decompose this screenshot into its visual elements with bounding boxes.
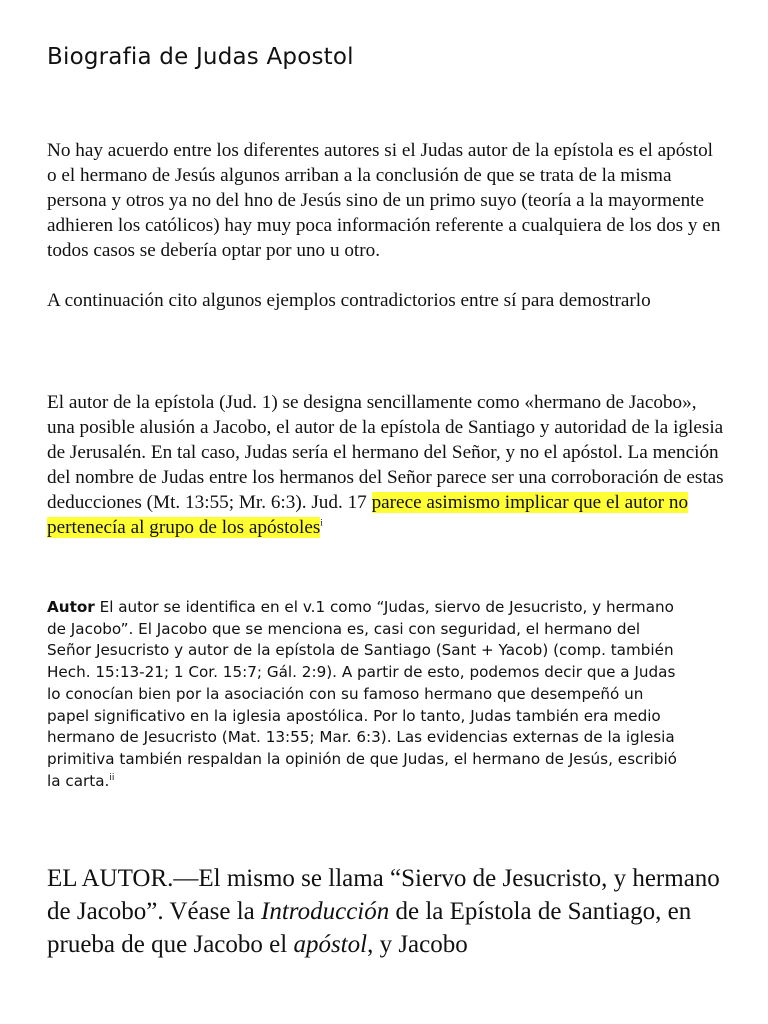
- footnote-ref-ii: ii: [109, 772, 115, 783]
- quote-3-italic-apostol: apóstol: [293, 931, 368, 958]
- quote-3-part3: , y Jacobo: [367, 931, 468, 958]
- quote-3-part1: EL AUTOR.—El mismo se llama “Siervo de Jesucristo, y hermano de Jacobo”. Véase la: [47, 865, 720, 925]
- quote-2-text: El autor se identifica en el v.1 como “Judas, siervo de Jesucristo, y hermano de Jacobo”. El Jacobo que se menciona es, casi con seguridad, el hermano del Señor Jesucristo y autor de la epístola de Santiago (Sant + Yacob) (comp. también Hech. 15:13-21; 1 Cor. 15:7; Gál. 2:9). A partir de esto, podemos decir que a Judas lo conocían bien por la asociación con su famoso hermano que desempeñó un papel significativo en la iglesia apostólica. Por lo tanto, Judas también era medio hermano de Jesucristo (Mat. 13:55; Mar. 6:3). Las evidencias externas de la iglesia primitiva también respaldan la opinión de que Judas, el hermano de Jesús, escribió la carta.: [47, 598, 677, 790]
- quote-paragraph-2: [47, 597, 687, 792]
- highlighted-text: parece asimismo implicar que el autor no pertenecía al grupo de los apóstoles: [47, 492, 689, 538]
- quote-paragraph-3: [47, 862, 737, 961]
- intro-paragraph: No hay acuerdo entre los diferentes autores si el Judas autor de la epístola es el apóstol o el hermano de Jesús algunos arriban a la conclusión de que se trata de la misma persona y otros ya no del hno de Jesús sino de un primo suyo (teoría a la mayormente adhieren los católicos) hay muy poca información referente a cualquiera de los dos y en todos casos se debería optar por uno u otro.: [47, 140, 721, 261]
- footnote-ref-i: i: [320, 517, 323, 528]
- quote-paragraph-1: [47, 390, 727, 540]
- intro-continuation: A continuación cito algunos ejemplos contradictorios entre sí para demostrarlo: [47, 290, 651, 311]
- quote-3-italic-introduccion: Introducción: [261, 898, 390, 925]
- document-title: Biografia de Judas Apostol: [47, 44, 354, 70]
- author-label: Autor: [47, 598, 95, 616]
- quote-3-part2: de la Epístola de Santiago, en prueba de que Jacobo el: [47, 898, 692, 958]
- quote-1-text: El autor de la epístola (Jud. 1) se designa sencillamente como «hermano de Jacobo», una posible alusión a Jacobo, el autor de la epístola de Santiago y autoridad de la iglesia de Jerusalén. En tal caso, Judas sería el hermano del Señor, y no el apóstol. La mención del nombre de Judas entre los hermanos del Señor parece ser una corroboración de estas deducciones (Mt. 13:55; Mr. 6:3). Jud. 17: [47, 392, 724, 513]
